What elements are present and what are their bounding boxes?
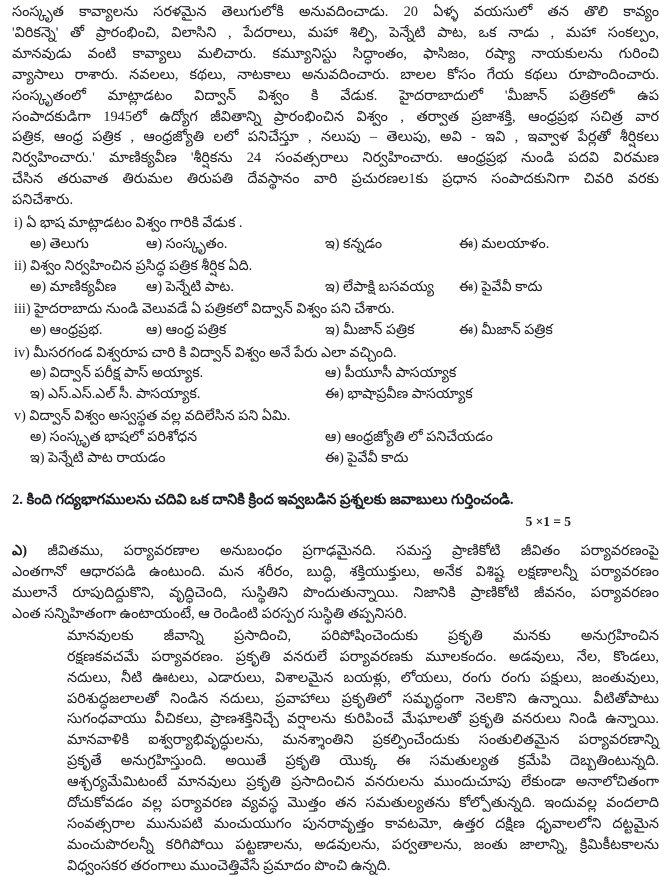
para-b-text: ఆశ్చర్యమేమిటంటే మానవులు ప్రకృతి ప్రసాదించిన వనరులను ముందుచూపు లేకుండా అనాలోచితంగా — [67, 774, 659, 791]
question-4 — [0, 343, 671, 405]
para-b-line — [12, 689, 659, 710]
option-row — [12, 448, 659, 469]
para-a-line — [12, 583, 659, 604]
question-2 — [0, 256, 671, 297]
question-5 — [0, 406, 671, 468]
passage-line — [12, 23, 659, 44]
option-choice[interactable]: ఆ) ఆంధ్రజ్యోతి లో పనిచేయడం — [325, 429, 493, 445]
option-choice[interactable]: ఆ) ఆంధ్ర పత్రిక — [146, 322, 227, 339]
para-b-line — [12, 772, 659, 793]
option-choice[interactable]: ఆ) పెన్నేటి పాట. — [146, 278, 234, 295]
passage-text: సంస్కృత కావ్యాలను సరళమైన తెలుగులోకి అనువదించాడు. 20 ఏళ్ళ వయసులో తన తొలి కావ్యం — [12, 4, 659, 20]
question-3 — [0, 299, 671, 340]
para-b-line — [12, 835, 659, 856]
option-choice[interactable]: ఇ) మీజాన్ పత్రిక — [325, 322, 415, 339]
para-b-text: మంచుపొరలన్నీ కరిగిపోయి పట్టణాలను, అడవులను, పర్వతాలను, జంతు జాలాన్ని, క్రిమికీటకాలను — [67, 836, 659, 853]
question-stem: i) ఏ భాష మాట్లాడటం విశ్వం గారికి వేడుక . — [14, 215, 243, 232]
option-choice[interactable]: ఈ) పైవేవీ కాదు — [459, 278, 543, 295]
option-row — [12, 427, 659, 448]
option-choice[interactable]: ఆ) సంస్కృతం. — [146, 235, 228, 252]
option-choice[interactable]: ఇ) పెన్నేటి పాట రాయడం — [30, 449, 166, 466]
questions-list — [0, 213, 671, 468]
option-choice[interactable]: అ) విద్వాన్ పరీక్ష పాస్ అయ్యాక. — [30, 365, 204, 382]
option-choice[interactable]: ఈ) మలయాళం. — [459, 235, 550, 252]
option-choice[interactable]: ఇ) లేపాక్షి బసవయ్య — [325, 278, 434, 295]
option-row — [12, 320, 659, 341]
passage-text: పత్రిక, ఆంధ్ర పత్రిక , ఆంధ్రజ్యోతి లలో పనిచేస్తూ , నలుపు – తెలుపు, అవి - ఇవి , ఇవ్వాళ పేర్లతో శీర్షికలు — [12, 129, 659, 146]
paragraph-a — [0, 541, 671, 625]
passage-line — [12, 65, 659, 86]
para-b-text: పరిశుద్ధజలాలతో నిండిన నదులు, ప్రవాహాలు ప్రకృతిలో సమృద్ధంగా నెలకొని ఉన్నాయి. వీటితోపాటు — [67, 690, 659, 707]
passage-line — [12, 107, 659, 128]
option-row — [12, 234, 659, 255]
option-row — [12, 277, 659, 298]
para-b-text: విధ్వంసకర తరంగాలు ముంచెత్తివేసే ప్రమాదం పొంచి ఉన్నది. — [67, 857, 391, 874]
para-a-line — [12, 562, 659, 583]
passage-paragraph — [0, 0, 671, 211]
para-a-text: ఎంతగానో ఆధారపడి ఉంటుంది. మన శరీరం, బుద్ధి, శక్తియుక్తులు, అనేక విశిష్ట లక్షణాలన్నీ పర్యావరణం — [12, 564, 659, 581]
para-b-text: రక్షణకవచమే పర్యావరణం. ప్రకృతి వనరులే పర్యావరణకు మూలకందం. అడవులు, నేల, కొండలు, — [67, 648, 659, 665]
para-b-text: సుగంధవాయు వీచికలు, ప్రాణశక్తినిచ్చే వర్షాలను కురిపించే మేఘాలతో ప్రకృతి వనరులు నిండి ఉన్నాయి. — [67, 711, 659, 728]
para-b-text: మానవాళికి ఐశ్వర్యాభివృద్ధులను, మనశ్శాంతిని ప్రకల్పించేందుకు సంతులితమైన పర్యావరణాన్ని — [67, 732, 659, 749]
option-choice[interactable]: అ) ఆంధ్రప్రభ. — [30, 322, 103, 339]
para-b-line — [12, 647, 659, 668]
passage-text: చేసిన తరువాత తిరుమల తిరుపతి దేవస్థానం వారి ప్రచురణల1కు ప్రధాన సంపాదకునిగా చివరి వరకు — [12, 171, 659, 188]
para-b-line — [12, 814, 659, 835]
para-a-marker: ఎ) — [12, 543, 28, 560]
passage-line — [12, 44, 659, 65]
para-b-line — [12, 751, 659, 772]
option-choice[interactable]: అ) మాణిక్యవీణ — [30, 278, 117, 295]
para-b-text: మానవులకు జీవాన్ని ప్రసాదించి, పరిపోషించెందుకు ప్రకృతి మనకు అనుగ్రహించిన — [67, 627, 659, 644]
para-b-text: నదులు, నీటి ఊటలు, ఎడారులు, విశాలమైన బయళ్లు, లోయలు, రంగు రంగు పక్షులు, జంతువులు, — [67, 669, 659, 686]
passage-line — [12, 169, 659, 190]
question-stem: ii) విశ్వం నిర్వహించిన ప్రసిద్ధ పత్రిక శీర్షిక ఏది. — [14, 258, 253, 275]
passage-line — [12, 86, 659, 107]
para-b-line — [12, 793, 659, 814]
question-1 — [0, 213, 671, 254]
question-stem: iv) మీసరగండ విశ్వరూప చారి కి విద్వాన్ విశ్వం అనే పేరు ఎలా వచ్చింది. — [14, 344, 397, 361]
passage-line — [12, 148, 659, 169]
question-stem: iii) హైదరాబాదు నుండి వెలువడే ఏ పత్రికలో విద్వాన్ విశ్వం పని చేశారు. — [14, 301, 395, 318]
passage-text: 'విరికన్నె' తో ప్రారంభించి, విలాసిని , పేదరాలు, మహా శిల్పి, పెన్నేటి పాట, ఒక నాడు , మహా సంకల్పం, — [12, 24, 659, 41]
option-choice[interactable]: అ) తెలుగు — [30, 235, 89, 252]
option-row — [12, 363, 659, 384]
passage-line — [12, 2, 659, 23]
option-choice[interactable]: ఈ) భాషాప్రవీణ పాసయ్యాక — [325, 385, 473, 402]
passage-text: వ్యాసాలు రాశారు. నవలలు, కథలు, నాటకాలు అనువదించారు. బాలల కోసం గేయ కథలు రూపొందించారు. — [12, 66, 659, 83]
paragraph-b — [0, 626, 671, 877]
para-b-line — [12, 626, 659, 647]
para-a-text: ములానే రూపుదిద్దుకొని, వృద్ధిచెంది, సుస్థితిని పొందుతున్నాయి. నిజానికి ప్రాణికోటి జీవనం, పర్యావరణం — [12, 585, 659, 601]
passage-line — [12, 127, 659, 148]
para-a-text: జీవితము, పర్యావరణాల అనుబంధం ప్రగాఢమైనది. సమస్త ప్రాణికోటి జీవితం పర్యావరణంపై — [27, 543, 659, 560]
option-choice[interactable]: ఇ) ఎస్.ఎస్.ఎల్ సీ. పాసయ్యాక. — [30, 385, 201, 402]
para-b-text: ప్రకృతే అనుగ్రహిస్తుంది. అయితే ప్రకృతి యొక్క ఈ సమతుల్యత క్రమేపి దెబ్బతింటున్నది. — [67, 753, 659, 770]
section-2-heading: 2. కింది గద్యభాగములను చదివి ఒక దానికి క్రింద ఇవ్వబడిన ప్రశ్నలకు జవాబులు గుర్తించండి. — [12, 492, 514, 509]
option-choice[interactable]: ఆ) పీయూసీ పాసయ్యాక — [325, 365, 457, 382]
passage-text: సంస్కృతంలో మాట్లాడటం విద్వాన్ విశ్వం కి వేడుక. హైదరాబాదులో 'మీజాన్ పత్రికలో' ఉప — [12, 87, 659, 104]
para-b-line — [12, 668, 659, 689]
para-a-line — [12, 604, 659, 625]
option-choice[interactable]: ఈ) మీజాన్ పత్రిక — [459, 322, 553, 339]
passage-text: మానవుడు వంటి కావ్యాలు మలిచారు. కమ్యూనిస్టు సిద్ధాంతం, ఫాసిజం, రష్యా నాయకులను గురించి — [12, 45, 659, 62]
section-2-marks: 5 ×1 = 5 — [525, 514, 571, 530]
passage-line — [12, 190, 659, 211]
para-b-line — [12, 730, 659, 751]
para-a-line — [12, 541, 659, 562]
para-b-text: సంవత్సరాల మునుపటి మంచుయుగం పునరావృత్తం కావటమో, ఉత్తర దక్షిణ ధృవాలలోని దట్టమైన — [67, 815, 659, 832]
para-a-text: ఎంత సన్నిహితంగా ఉంటాయంటే, ఆ రెండింటి పరస్పర సుస్థితి తప్పనిసరి. — [12, 605, 407, 622]
passage-text: పనిచేశారు. — [12, 192, 74, 209]
para-b-text: దోచుకోవడం వల్ల పర్యావరణ వ్యవస్థ మొత్తం తన సమతుల్యతను కోల్పోతున్నది. ఇందువల్ల వందలాది — [67, 795, 659, 812]
option-row — [12, 384, 659, 405]
passage-text: నిర్వహించారు.' మాణిక్యవీణ 'శీర్షికను 24 సంవత్సరాలు నిర్వహించారు. ఆంధ్రప్రభ నుండి పదవి విరమణ — [12, 150, 659, 167]
question-stem: v) విద్వాన్ విశ్వం అస్వస్థత వల్ల వదిలేసిన పని ఏమి. — [14, 408, 291, 425]
option-choice[interactable]: ఈ) పైవేవీ కాదు — [325, 449, 409, 466]
option-choice[interactable]: అ) సంస్కృత భాషలో పరిశోధన — [30, 429, 198, 445]
passage-text: సంపాదకుడిగా 1945లో ఉద్యోగ జీవితాన్ని ప్రారంభించిన విశ్వం , తర్వాత ప్రజాశక్తి, ఆంధ్రప్రభ సచిత్ర వార — [12, 108, 659, 125]
para-b-line — [12, 709, 659, 730]
para-b-line — [12, 856, 659, 877]
option-choice[interactable]: ఇ) కన్నడం — [325, 235, 383, 252]
